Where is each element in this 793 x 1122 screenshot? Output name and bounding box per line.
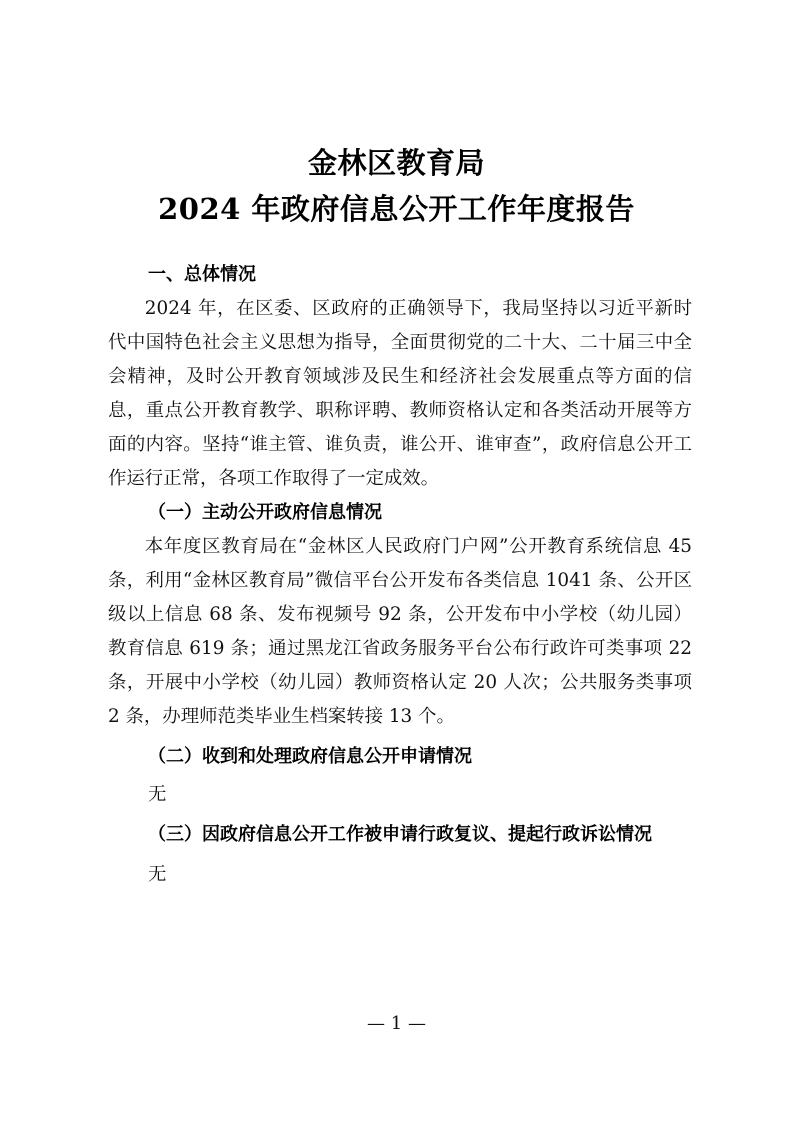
title-line-report: 2024 年政府信息公开工作年度报告: [158, 192, 635, 226]
page-number: — 1 —: [367, 1013, 426, 1034]
subsection-heading-review-litigation: （三）因政府信息公开工作被申请行政复议、提起行政诉讼情况: [148, 824, 652, 845]
document-body: [108, 258, 692, 892]
review-litigation-text: 无: [148, 864, 167, 885]
subsection-heading-requests: （二）收到和处理政府信息公开申请情况: [148, 746, 472, 767]
proactive-disclosure-paragraph: 本年度区教育局在“金林区人民政府门户网”公开教育系统信息 45 条，利用“金林区教育局”微信平台公开发布各类信息 1041 条、公开区级以上信息 68 条、发布视频号 92 条，公开发布中小学校（幼儿园）教育信息 619 条；通过黑龙江省政务服务平台公布行政许可类事项 22 条，开展中小学校（幼儿园）教师资格认定 20 人次；公共服务类事项 2 条，办理师范类毕业生档案转接 13 个。: [108, 536, 692, 727]
section-heading-overview: 一、总体情况: [148, 264, 256, 285]
overview-paragraph: 2024 年，在区委、区政府的正确领导下，我局坚持以习近平新时代中国特色社会主义思想为指导，全面贯彻党的二十大、二十届三中全会精神，及时公开教育领域涉及民生和经济社会发展重点等方面的信息，重点公开教育教学、职称评聘、教师资格认定和各类活动开展等方面的内容。坚持“谁主管、谁负责，谁公开、谁审查”，政府信息公开工作运行正常，各项工作取得了一定成效。: [108, 298, 692, 489]
subsection-heading-proactive-disclosure: （一）主动公开政府信息情况: [148, 502, 382, 523]
document-title: [0, 140, 793, 232]
title-line-agency: 金林区教育局: [307, 146, 485, 180]
requests-text: 无: [148, 784, 167, 805]
